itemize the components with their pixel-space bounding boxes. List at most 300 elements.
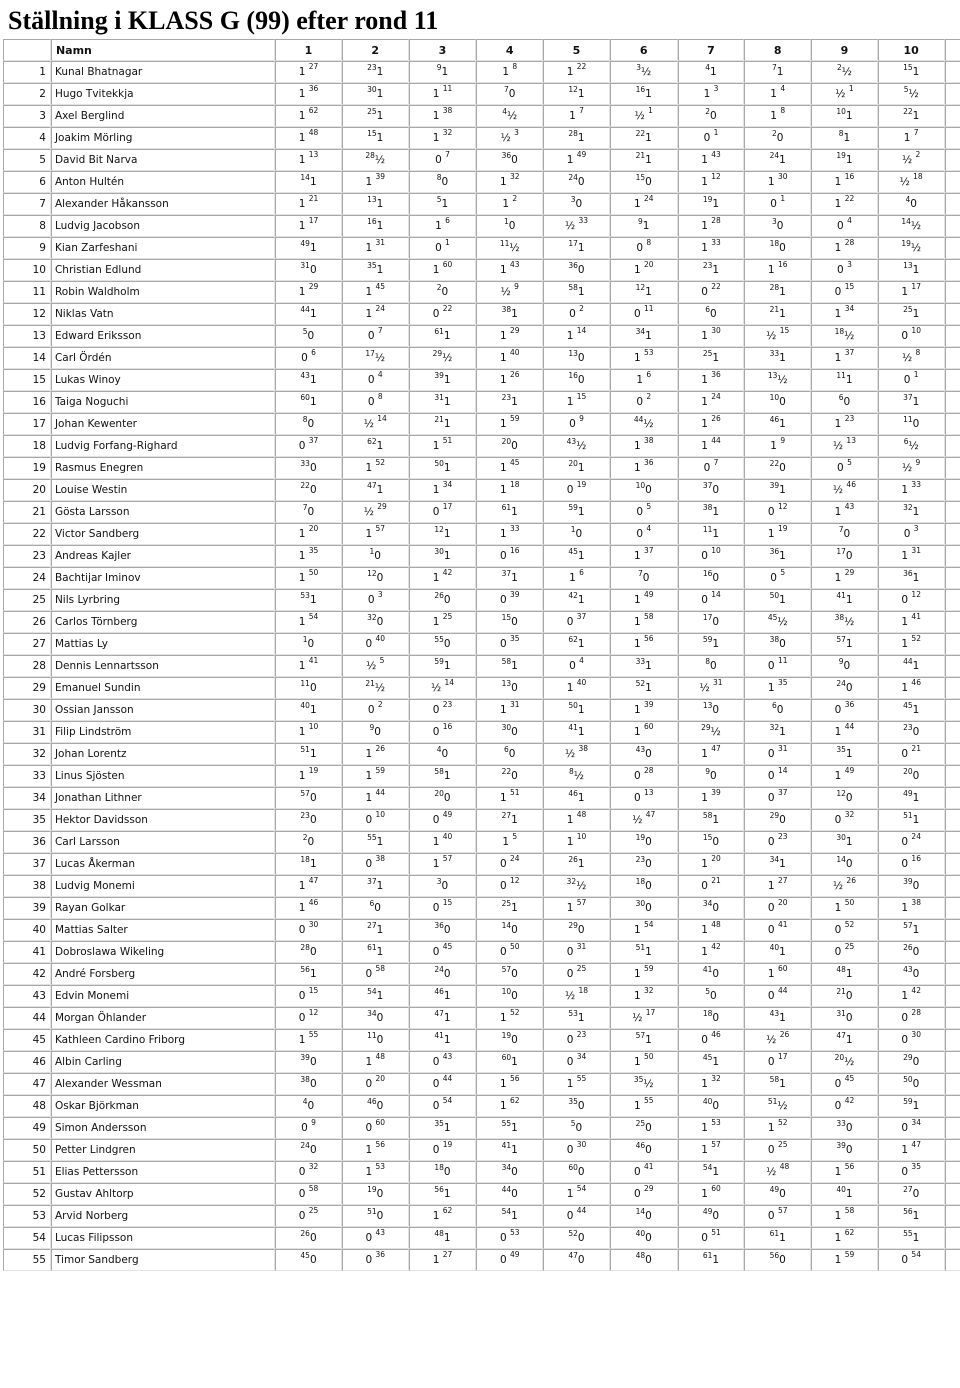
table-row <box>3 765 960 787</box>
game-score: 0 <box>912 770 920 782</box>
game-score: ½ <box>442 352 453 364</box>
round-result-10 <box>878 567 945 589</box>
game-score: 1 <box>499 462 510 474</box>
round-result-1 <box>275 655 342 677</box>
overflow-cell <box>945 325 960 347</box>
opponent-number: 32 <box>367 613 377 622</box>
game-score: 0 <box>633 1166 644 1178</box>
opponent-number: 41 <box>643 1162 654 1171</box>
round-result-7 <box>678 743 745 765</box>
opponent-number: 51 <box>509 788 520 797</box>
opponent-number: 13 <box>903 261 913 270</box>
game-score: 1 <box>779 726 786 738</box>
round-result-1 <box>275 853 342 875</box>
game-score: 0 <box>432 902 443 914</box>
game-score: 0 <box>309 1254 317 1266</box>
opponent-number: 44 <box>777 986 788 995</box>
game-score: 1 <box>712 638 720 650</box>
game-score: 0 <box>309 1056 317 1068</box>
game-score: 1 <box>365 528 376 540</box>
round-result-7 <box>678 699 745 721</box>
opponent-number: 7 <box>445 150 450 159</box>
opponent-number: 4 <box>302 1097 308 1106</box>
game-score: ½ <box>632 814 646 826</box>
game-score: 0 <box>636 528 647 540</box>
row-rank: 46 <box>3 1051 51 1073</box>
game-score: 1 <box>376 946 384 958</box>
player-name: Robin Waldholm <box>51 281 275 303</box>
opponent-number: 12 <box>777 502 788 511</box>
game-score: 0 <box>903 374 914 386</box>
opponent-number: 62 <box>844 1228 855 1237</box>
round-result-5 <box>543 1029 610 1051</box>
game-score: 0 <box>834 1078 845 1090</box>
opponent-number: 53 <box>509 1228 520 1237</box>
game-score: 1 <box>912 572 920 584</box>
game-score: 0 <box>845 1012 853 1024</box>
opponent-number: 20 <box>434 789 444 798</box>
opponent-number: 10 <box>501 987 512 996</box>
game-score: ½ <box>899 176 914 188</box>
opponent-number: 30 <box>711 326 721 335</box>
opponent-number: 58 <box>844 1206 855 1215</box>
table-row <box>3 501 960 523</box>
table-row <box>3 567 960 589</box>
opponent-number: 37 <box>643 546 654 555</box>
round-result-6 <box>610 1183 678 1205</box>
opponent-number: 6 <box>771 701 777 710</box>
game-score: 0 <box>770 572 781 584</box>
opponent-number: 30 <box>576 1140 587 1149</box>
game-score: 0 <box>712 836 720 848</box>
opponent-number: 31 <box>300 261 310 270</box>
round-result-5 <box>543 105 610 127</box>
overflow-cell <box>945 567 960 589</box>
opponent-number: 26 <box>509 370 520 379</box>
game-score: 1 <box>642 220 650 232</box>
game-score: 0 <box>701 286 712 298</box>
round-result-1 <box>275 567 342 589</box>
game-score: 1 <box>701 946 712 958</box>
opponent-number: 44 <box>576 1206 587 1215</box>
overflow-cell <box>945 1249 960 1271</box>
opponent-number: 13 <box>702 701 713 710</box>
game-score: 0 <box>779 814 786 826</box>
opponent-number: 34 <box>367 1009 377 1018</box>
game-score: 1 <box>365 1166 376 1178</box>
round-result-1 <box>275 589 342 611</box>
round-result-5 <box>543 127 610 149</box>
round-result-4 <box>476 1007 543 1029</box>
round-result-10 <box>878 237 945 259</box>
round-result-4 <box>476 413 543 435</box>
table-row <box>3 1249 960 1271</box>
opponent-number: 46 <box>911 678 921 687</box>
player-name: Carlos Törnberg <box>51 611 275 633</box>
opponent-number: 37 <box>308 436 319 445</box>
opponent-number: 52 <box>375 458 386 467</box>
round-result-3 <box>409 127 477 149</box>
game-score: ½ <box>908 88 919 100</box>
overflow-cell <box>945 457 960 479</box>
game-score: 0 <box>432 704 443 716</box>
round-result-7 <box>678 919 745 941</box>
game-score: 1 <box>701 374 712 386</box>
opponent-number: 61 <box>434 327 444 336</box>
opponent-number: 6 <box>705 305 711 314</box>
game-score: 0 <box>365 1254 376 1266</box>
round-result-2 <box>342 259 409 281</box>
round-result-7 <box>678 105 745 127</box>
game-score: 1 <box>577 88 585 100</box>
game-score: 0 <box>712 1012 720 1024</box>
game-score: 1 <box>834 726 845 738</box>
game-score: ½ <box>363 418 378 430</box>
game-score: 1 <box>903 132 914 144</box>
opponent-number: 41 <box>501 1141 512 1150</box>
game-score: 0 <box>633 792 644 804</box>
round-result-4 <box>476 1183 543 1205</box>
opponent-number: 59 <box>903 1097 913 1106</box>
game-score: ½ <box>374 154 386 166</box>
standings-table <box>3 39 960 1271</box>
round-result-6 <box>610 963 678 985</box>
round-result-6 <box>610 479 678 501</box>
round-result-2 <box>342 457 409 479</box>
row-rank: 30 <box>3 699 51 721</box>
round-result-3 <box>409 325 477 347</box>
game-score: 1 <box>566 66 577 78</box>
row-rank: 43 <box>3 985 51 1007</box>
round-result-5 <box>543 215 610 237</box>
opponent-number: 11 <box>836 371 846 380</box>
game-score: 1 <box>701 242 712 254</box>
round-result-4 <box>476 523 543 545</box>
game-score: 1 <box>443 1122 451 1134</box>
table-row <box>3 1183 960 1205</box>
game-score: 1 <box>767 682 778 694</box>
opponent-number: 25 <box>308 1206 319 1215</box>
opponent-number: 25 <box>367 107 377 116</box>
table-row <box>3 677 960 699</box>
opponent-number: 35 <box>633 1075 644 1084</box>
row-rank: 40 <box>3 919 51 941</box>
game-score: 1 <box>633 550 644 562</box>
game-score: 1 <box>499 264 510 276</box>
game-score: 0 <box>712 704 720 716</box>
game-score: 1 <box>834 242 845 254</box>
opponent-number: 13 <box>367 195 377 204</box>
round-result-2 <box>342 391 409 413</box>
game-score: 1 <box>298 770 309 782</box>
opponent-number: 33 <box>509 524 520 533</box>
game-score: 0 <box>710 660 717 672</box>
round-result-2 <box>342 699 409 721</box>
opponent-number: 3 <box>847 260 852 269</box>
opponent-number: 18 <box>509 480 520 489</box>
game-score: 1 <box>443 1034 451 1046</box>
game-score: 0 <box>834 924 845 936</box>
round-result-9 <box>811 1205 878 1227</box>
round-result-7 <box>678 1205 745 1227</box>
game-score: 1 <box>365 242 376 254</box>
player-name: Edvin Monemi <box>51 985 275 1007</box>
round-result-3 <box>409 853 477 875</box>
row-rank: 29 <box>3 677 51 699</box>
game-score: ½ <box>832 484 847 496</box>
game-score: 1 <box>511 1122 518 1134</box>
round-result-8 <box>744 1183 811 1205</box>
row-rank: 7 <box>3 193 51 215</box>
round-result-4 <box>476 633 543 655</box>
row-rank: 45 <box>3 1029 51 1051</box>
round-result-8 <box>744 303 811 325</box>
game-score: ½ <box>777 374 788 386</box>
game-score: 1 <box>834 1166 845 1178</box>
opponent-number: 47 <box>836 1031 846 1040</box>
opponent-number: 45 <box>375 282 386 291</box>
opponent-number: 15 <box>308 986 319 995</box>
overflow-cell <box>945 1007 960 1029</box>
round-result-5 <box>543 699 610 721</box>
round-result-9 <box>811 1073 878 1095</box>
round-result-9 <box>811 809 878 831</box>
game-score: 1 <box>645 132 652 144</box>
opponent-number: 31 <box>911 546 921 555</box>
row-rank: 5 <box>3 149 51 171</box>
game-score: 0 <box>779 462 786 474</box>
game-score: 0 <box>569 418 580 430</box>
row-rank: 26 <box>3 611 51 633</box>
round-result-8 <box>744 941 811 963</box>
round-result-8 <box>744 589 811 611</box>
game-score: 0 <box>767 748 778 760</box>
opponent-number: 14 <box>377 414 387 423</box>
overflow-cell <box>945 1117 960 1139</box>
game-score: 1 <box>298 616 309 628</box>
opponent-number: 36 <box>568 261 578 270</box>
round-result-2 <box>342 83 409 105</box>
round-result-2 <box>342 897 409 919</box>
opponent-number: 53 <box>711 1118 721 1127</box>
round-result-9 <box>811 567 878 589</box>
round-result-1 <box>275 1183 342 1205</box>
round-result-3 <box>409 1007 477 1029</box>
round-result-8 <box>744 501 811 523</box>
game-score: 0 <box>703 462 714 474</box>
game-score: 0 <box>901 330 912 342</box>
opponent-number: 51 <box>767 1097 778 1106</box>
game-score: ½ <box>841 66 852 78</box>
opponent-number: 52 <box>844 920 855 929</box>
round-result-6 <box>610 83 678 105</box>
game-score: 1 <box>365 176 376 188</box>
round-result-4 <box>476 303 543 325</box>
opponent-number: 19 <box>576 480 587 489</box>
opponent-number: 28 <box>711 216 721 225</box>
game-score: 0 <box>834 814 845 826</box>
round-result-9 <box>811 1183 878 1205</box>
overflow-cell <box>945 611 960 633</box>
game-score: 0 <box>374 550 381 562</box>
player-name: Ossian Jansson <box>51 699 275 721</box>
round-result-9 <box>811 171 878 193</box>
opponent-number: 27 <box>442 1250 453 1259</box>
opponent-number: 23 <box>501 393 512 402</box>
round-result-1 <box>275 1227 342 1249</box>
game-score: 0 <box>307 638 315 650</box>
player-name: Kathleen Cardino Friborg <box>51 1029 275 1051</box>
opponent-number: 1 <box>848 84 854 93</box>
round-result-10 <box>878 611 945 633</box>
game-score: 1 <box>633 990 644 1002</box>
round-result-8 <box>744 413 811 435</box>
round-result-2 <box>342 1227 409 1249</box>
opponent-number: 56 <box>375 1140 386 1149</box>
opponent-number: 25 <box>903 305 913 314</box>
game-score: 1 <box>443 1012 451 1024</box>
opponent-number: 21 <box>836 987 846 996</box>
round-result-6 <box>610 1139 678 1161</box>
round-result-7 <box>678 545 745 567</box>
round-result-1 <box>275 699 342 721</box>
round-result-6 <box>610 215 678 237</box>
round-result-1 <box>275 501 342 523</box>
game-score: 1 <box>701 1144 712 1156</box>
round-result-9 <box>811 1029 878 1051</box>
game-score: 0 <box>837 462 848 474</box>
round-result-2 <box>342 193 409 215</box>
opponent-number: 27 <box>501 811 512 820</box>
game-score: 1 <box>633 616 644 628</box>
table-row <box>3 919 960 941</box>
round-result-3 <box>409 655 477 677</box>
game-score: 0 <box>309 1078 317 1090</box>
opponent-number: 14 <box>635 1207 646 1216</box>
round-result-6 <box>610 611 678 633</box>
round-result-1 <box>275 963 342 985</box>
round-result-3 <box>409 501 477 523</box>
round-result-8 <box>744 875 811 897</box>
game-score: 1 <box>499 176 510 188</box>
game-score: 1 <box>298 1034 309 1046</box>
game-score: 1 <box>779 484 786 496</box>
game-score: 1 <box>309 374 317 386</box>
round-result-6 <box>610 127 678 149</box>
round-result-6 <box>610 259 678 281</box>
game-score: 1 <box>633 352 644 364</box>
round-result-6 <box>610 677 678 699</box>
game-score: 0 <box>577 924 585 936</box>
opponent-number: 29 <box>844 568 855 577</box>
opponent-number: 25 <box>576 964 587 973</box>
opponent-number: 20 <box>711 854 721 863</box>
game-score: 1 <box>577 594 585 606</box>
opponent-number: 18 <box>300 855 310 864</box>
round-result-2 <box>342 325 409 347</box>
round-result-7 <box>678 809 745 831</box>
opponent-number: 5 <box>780 568 786 577</box>
round-result-9 <box>811 765 878 787</box>
round-result-9 <box>811 413 878 435</box>
round-result-4 <box>476 655 543 677</box>
opponent-number: 46 <box>846 480 856 489</box>
round-result-9 <box>811 1227 878 1249</box>
table-row <box>3 413 960 435</box>
round-result-2 <box>342 127 409 149</box>
round-result-3 <box>409 985 477 1007</box>
overflow-cell <box>945 699 960 721</box>
game-score: 1 <box>577 132 585 144</box>
opponent-number: 60 <box>643 722 654 731</box>
opponent-number: 7 <box>637 569 643 578</box>
opponent-number: 58 <box>769 1075 780 1084</box>
round-result-7 <box>678 237 745 259</box>
round-result-10 <box>878 369 945 391</box>
round-result-2 <box>342 677 409 699</box>
game-score: 1 <box>432 484 443 496</box>
round-result-8 <box>744 523 811 545</box>
game-score: 0 <box>307 1100 315 1112</box>
opponent-number: 7 <box>838 525 844 534</box>
game-score: 0 <box>834 946 845 958</box>
round-result-5 <box>543 963 610 985</box>
opponent-number: 47 <box>711 744 721 753</box>
opponent-number: 39 <box>769 481 780 490</box>
game-score: 1 <box>376 484 384 496</box>
opponent-number: 57 <box>903 921 913 930</box>
round-result-5 <box>543 303 610 325</box>
opponent-number: 58 <box>434 767 444 776</box>
opponent-number: 24 <box>911 832 921 841</box>
opponent-number: 15 <box>442 898 453 907</box>
round-result-2 <box>342 1051 409 1073</box>
round-result-8 <box>744 743 811 765</box>
round-result-9 <box>811 941 878 963</box>
opponent-number: 57 <box>711 1140 721 1149</box>
round-result-8 <box>744 611 811 633</box>
round-result-10 <box>878 765 945 787</box>
player-name: Ludvig Jacobson <box>51 215 275 237</box>
table-row <box>3 171 960 193</box>
round-result-4 <box>476 105 543 127</box>
round-result-3 <box>409 633 477 655</box>
opponent-number: 34 <box>769 855 780 864</box>
round-result-6 <box>610 809 678 831</box>
opponent-number: 41 <box>568 723 578 732</box>
game-score: 1 <box>767 176 778 188</box>
round-result-3 <box>409 831 477 853</box>
opponent-number: 57 <box>300 789 310 798</box>
game-score: 0 <box>566 484 577 496</box>
round-result-7 <box>678 193 745 215</box>
round-result-5 <box>543 149 610 171</box>
round-result-1 <box>275 457 342 479</box>
round-result-1 <box>275 1117 342 1139</box>
opponent-number: 34 <box>702 899 713 908</box>
round-result-10 <box>878 347 945 369</box>
round-result-10 <box>878 391 945 413</box>
game-score: 1 <box>376 198 384 210</box>
round-result-3 <box>409 1227 477 1249</box>
game-score: 0 <box>298 1188 309 1200</box>
game-score: 0 <box>710 110 717 122</box>
opponent-number: 30 <box>836 833 846 842</box>
round-result-2 <box>342 919 409 941</box>
opponent-number: 49 <box>300 239 310 248</box>
opponent-number: 1 <box>302 635 308 644</box>
row-rank: 1 <box>3 61 51 83</box>
